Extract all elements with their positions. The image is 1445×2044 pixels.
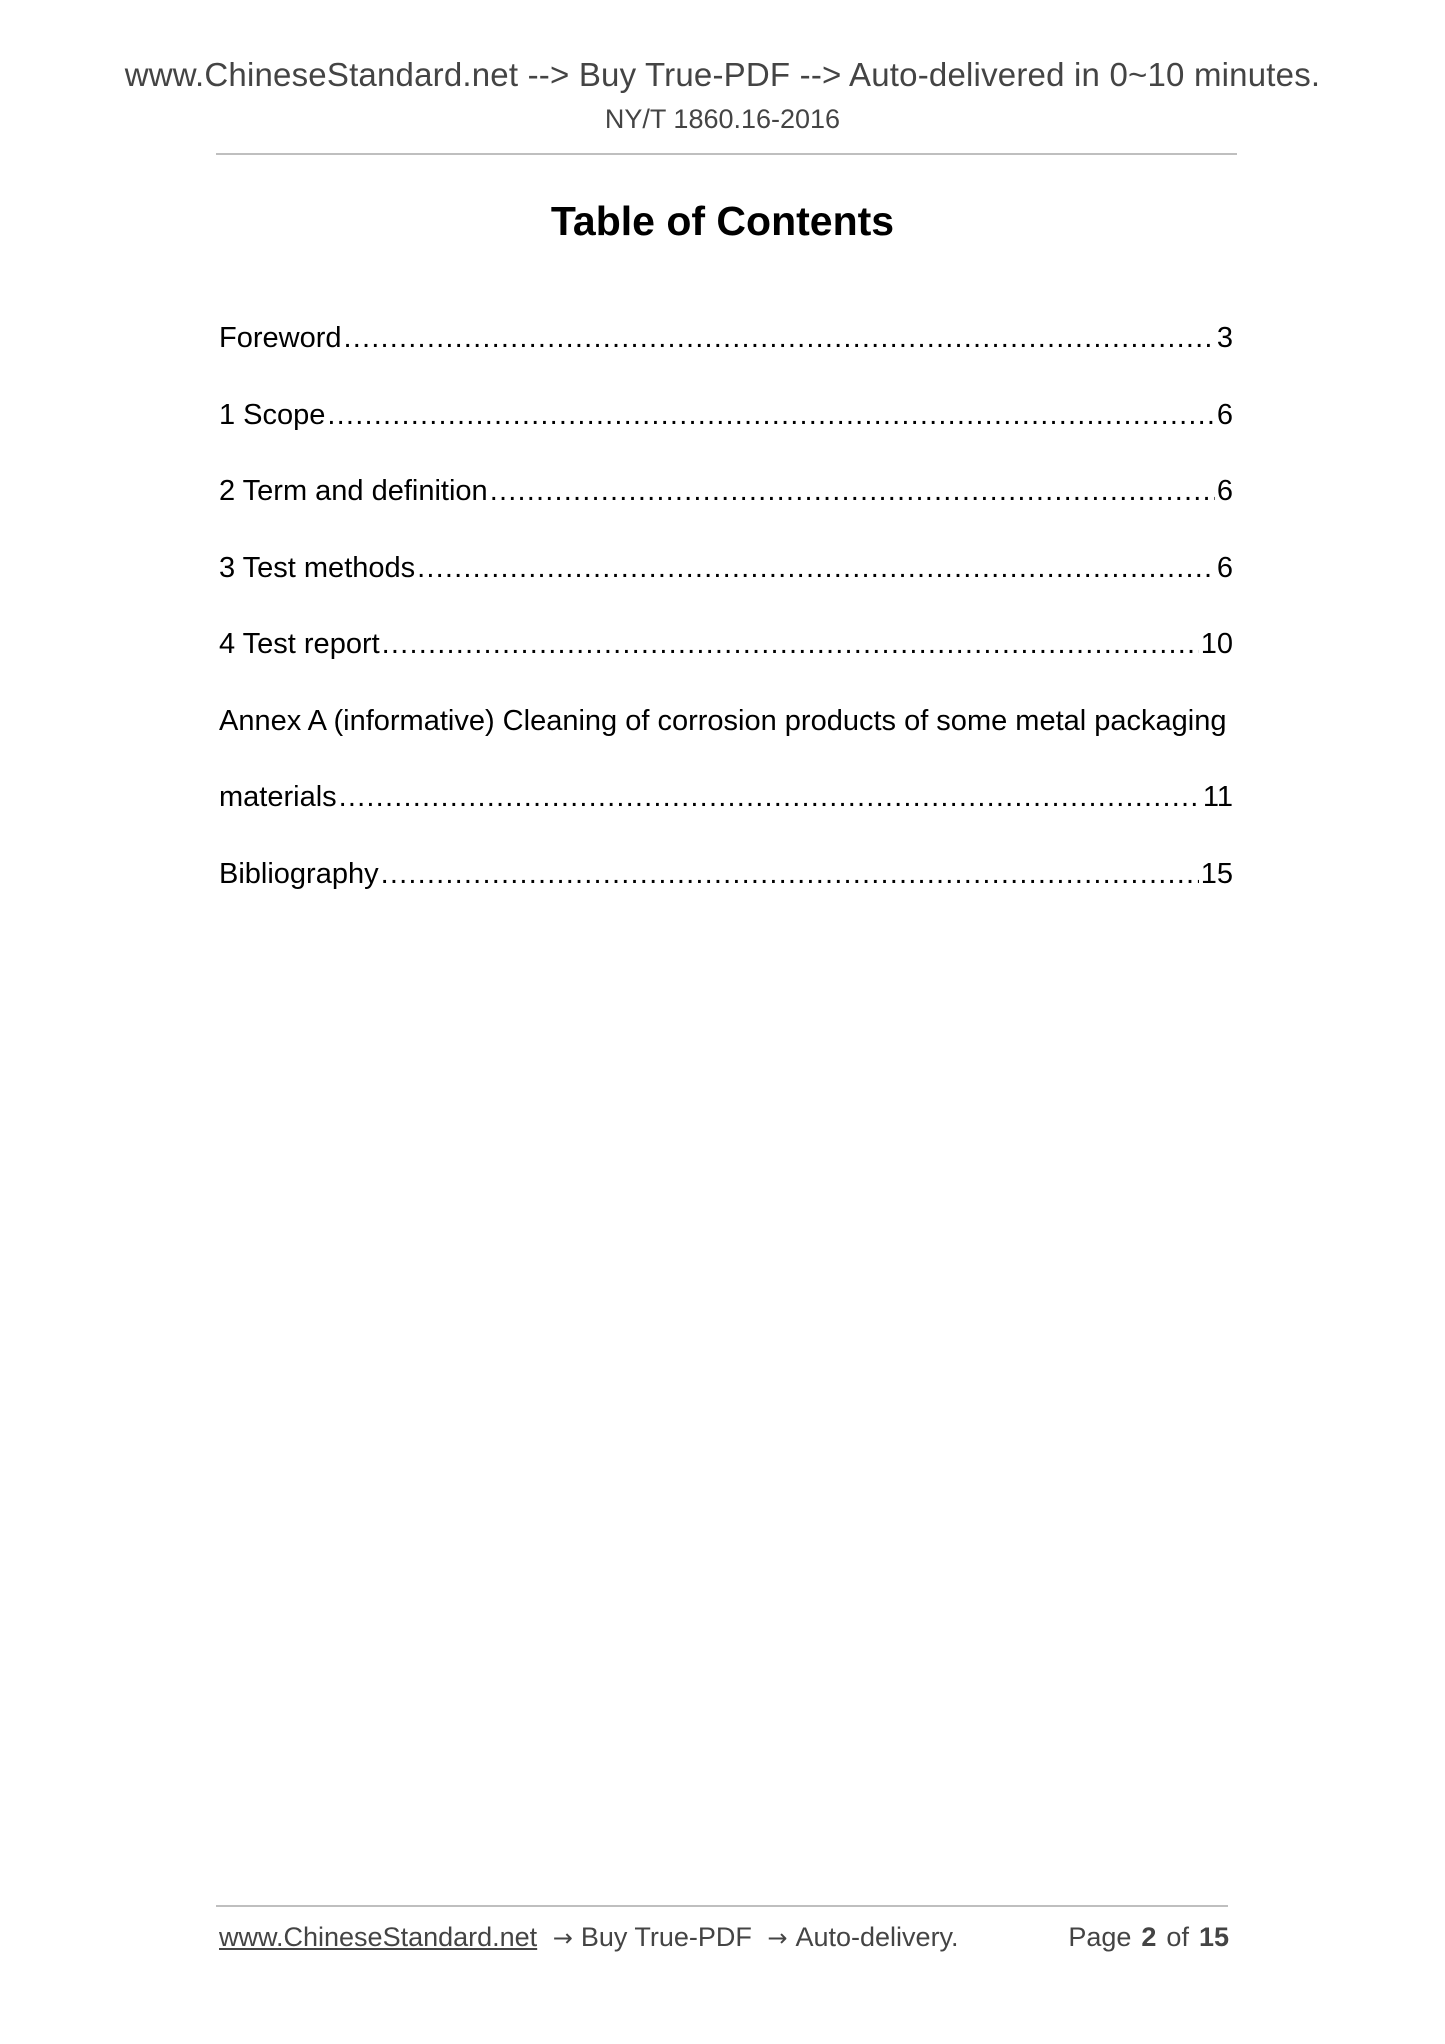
page-title: Table of Contents (550, 198, 895, 244)
footer-delivery-text: Auto-delivery. (795, 1922, 959, 1952)
toc-page-number: 3 (1216, 322, 1233, 354)
toc-leader-dots (344, 318, 1215, 358)
standard-number: NY/T 1860.16-2016 (604, 104, 841, 134)
toc-page-number: 6 (1216, 551, 1233, 584)
header-divider (216, 153, 1237, 155)
toc-entry-bibliography[interactable] (219, 854, 1233, 931)
toc-label: Bibliography (219, 857, 379, 890)
toc-label: 1 Scope (219, 398, 326, 431)
toc-leader-dots (382, 624, 1199, 664)
toc-label: Foreword (219, 322, 342, 354)
toc-leader-dots (327, 395, 1214, 435)
toc-page-number: 15 (1200, 857, 1233, 890)
toc-leader-dots (381, 854, 1199, 894)
toc-label: materials (219, 781, 337, 813)
toc-page-number: 10 (1200, 628, 1233, 660)
toc-entry-term-and-definition[interactable] (219, 471, 1233, 548)
header-banner: www.ChineseStandard.net --> Buy True-PDF --> Auto-delivered in 0~10 minutes. (124, 56, 1321, 93)
toc-leader-dots (417, 548, 1215, 588)
footer-divider (216, 1905, 1228, 1907)
toc-label: 2 Term and definition (219, 475, 488, 507)
toc-label: Annex A (informative) Cleaning of corrosion products of some metal packaging (219, 704, 1227, 737)
of-word: of (1166, 1922, 1189, 1952)
toc-label: 4 Test report (219, 628, 380, 660)
toc-entry-annex-a-continued[interactable] (219, 777, 1233, 854)
toc-leader-dots (490, 471, 1215, 511)
toc-entry-scope[interactable] (219, 395, 1233, 472)
page-indicator (1068, 1922, 1229, 1953)
table-of-contents (219, 318, 1233, 930)
toc-label: 3 Test methods (219, 551, 416, 584)
toc-page-number: 6 (1216, 475, 1233, 507)
toc-leader-dots (339, 777, 1201, 817)
page-word: Page (1068, 1922, 1132, 1952)
toc-entry-annex-a[interactable] (219, 701, 1233, 778)
arrow-right-icon: → (767, 1924, 788, 1952)
page-footer (219, 1922, 1229, 1953)
footer-left (219, 1922, 959, 1953)
toc-entry-test-methods[interactable] (219, 548, 1233, 625)
total-page-number: 15 (1198, 1922, 1229, 1952)
toc-entry-foreword[interactable] (219, 318, 1233, 395)
toc-page-number: 11 (1202, 781, 1233, 813)
footer-site-link[interactable]: www.ChineseStandard.net (219, 1922, 538, 1952)
toc-entry-test-report[interactable] (219, 624, 1233, 701)
footer-buy-text: Buy True-PDF (580, 1922, 752, 1952)
toc-page-number: 6 (1216, 398, 1233, 431)
arrow-right-icon: → (552, 1924, 573, 1952)
current-page-number: 2 (1141, 1922, 1157, 1952)
